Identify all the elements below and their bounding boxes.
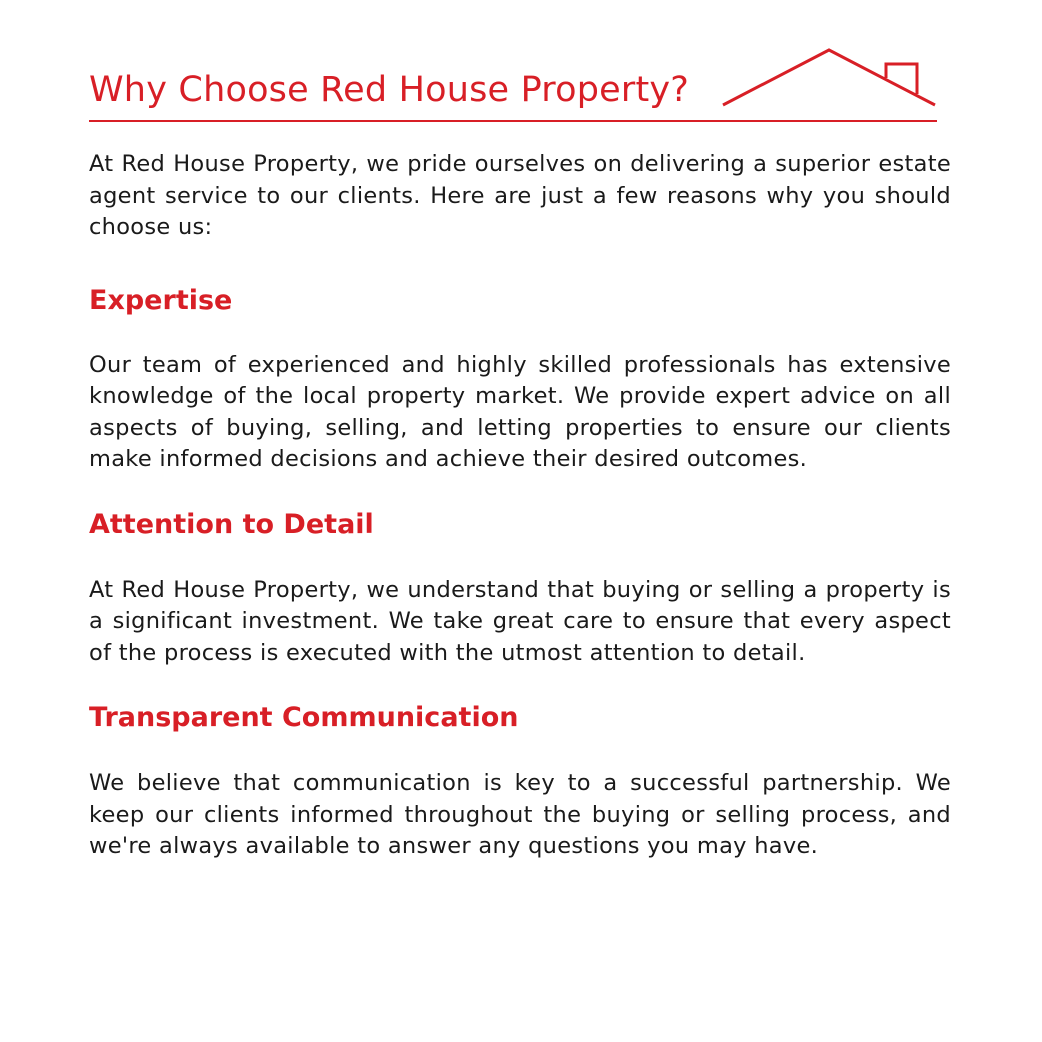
page-header (89, 42, 939, 124)
house-roof-icon (719, 42, 939, 112)
section-heading-attention-to-detail: Attention to Detail (89, 508, 374, 540)
intro-paragraph: At Red House Property, we pride ourselves on delivering a superior estate agent service to our clients. Here are just a few reasons why you should choose us: (89, 151, 951, 240)
section-heading-transparent-communication: Transparent Communication (89, 702, 519, 733)
header-divider (89, 120, 937, 122)
section-heading-expertise: Expertise (89, 284, 233, 316)
section-body-attention-to-detail: At Red House Property, we understand that buying or selling a property is a significant investment. We take great care to ensure that every aspect of the process is executed with the utmost attention to detail. (89, 576, 951, 666)
page-title: Why Choose Red House Property? (89, 70, 690, 110)
content-body (89, 149, 951, 863)
section-body-expertise: Our team of experienced and highly skilled professionals has extensive knowledge of the local property market. We provide expert advice on all aspects of buying, selling, and letting properties to ensure our clients make informed decisions and achieve their desired outcomes. (89, 351, 951, 472)
section-body-transparent-communication: We believe that communication is key to a successful partnership. We keep our clients informed throughout the buying or selling process, and we're always available to answer any questions you may have. (89, 770, 951, 859)
